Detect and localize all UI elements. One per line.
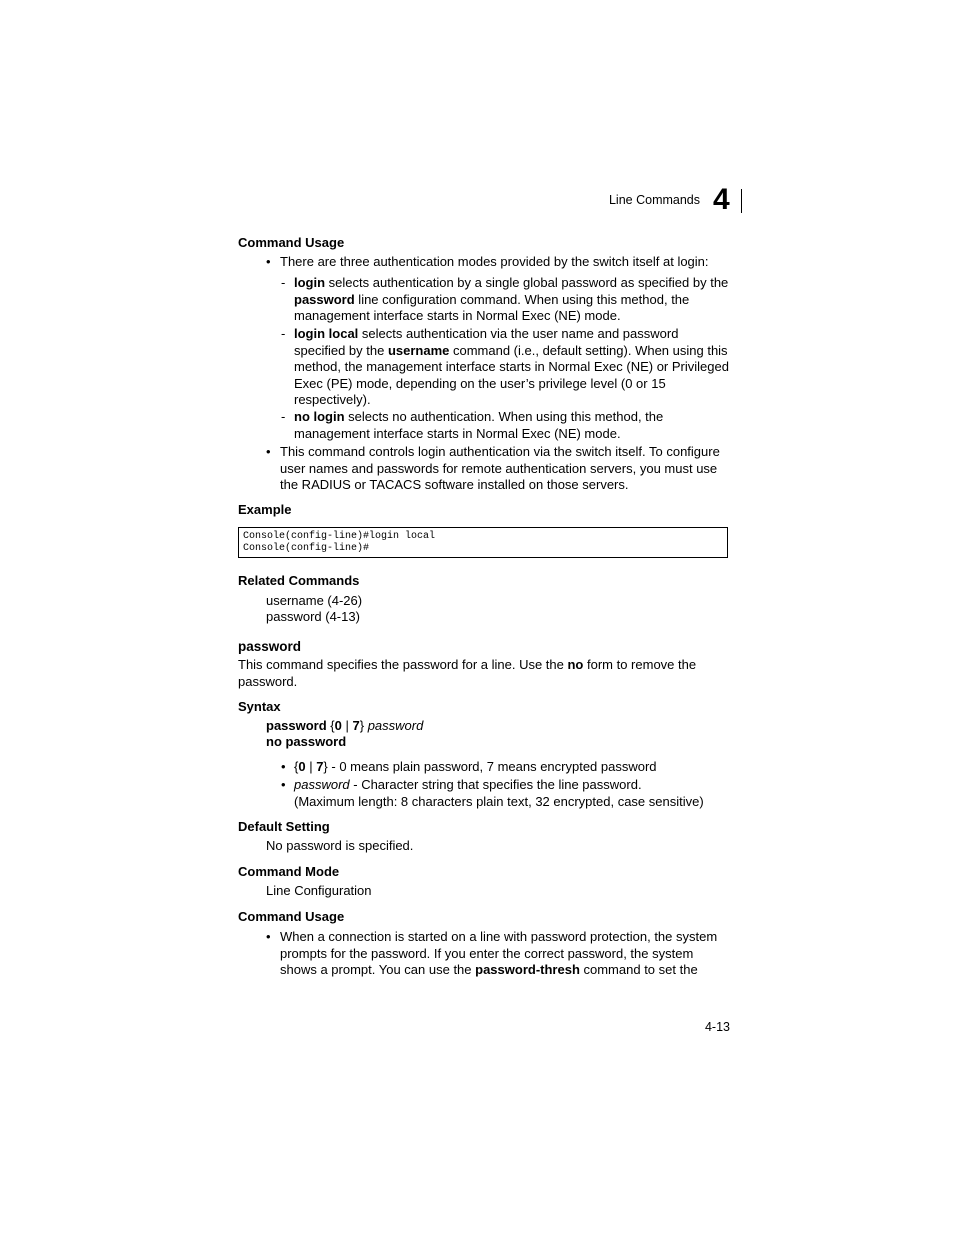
section-heading-syntax: Syntax [238,699,281,714]
section-heading-default-setting: Default Setting [238,819,330,834]
command-mode-text: Line Configuration [266,883,372,898]
keyword-login-local: login local [294,326,359,341]
related-command-username: username (4-26) [266,593,363,608]
section-heading-command-usage: Command Usage [238,235,345,250]
keyword-no: no [567,657,584,672]
page-number: 4-13 [704,1020,730,1034]
no-login-mode-description: no login selects no authentication. When using this method, the management interface starts in Normal Exec (NE) mode. [294,409,664,441]
parameter-description: {0 | 7} - 0 means plain password, 7 means encrypted password [294,759,657,774]
section-heading-example: Example [238,502,292,517]
section-heading-related-commands: Related Commands [238,573,360,588]
chapter-divider [741,189,742,213]
section-heading-command-usage: Command Usage [238,909,345,924]
command-title-password: password [238,639,302,654]
bullet-marker: • [281,759,286,774]
dash-marker: - [281,409,286,424]
bullet-text: There are three authentication modes provided by the switch itself at login: [280,254,709,269]
related-command-password: password (4-13) [266,609,360,624]
command-description: This command specifies the password for a line. Use the no form to remove the password. [238,657,697,689]
bullet-marker: • [266,254,271,269]
parameter-description: password - Character string that specifies the line password. (Maximum length: 8 characters plain text, 32 encrypted, case sensitive) [294,777,704,809]
keyword-password: password [294,291,355,307]
running-header: Line Commands [608,193,700,207]
keyword-password-thresh: password-thresh [475,962,580,977]
keyword-no-login: no login [294,409,345,424]
default-setting-text: No password is specified. [266,838,414,853]
code-line: Console(config-line)# [243,543,370,554]
section-heading-command-mode: Command Mode [238,864,340,879]
login-local-mode-description: login local selects authentication via the user name and password specified by the username command (i.e., default setting). When using this method, the management interface starts in Normal Exec (NE) or Privileged Exec (PE) mode, depending on the user’s privilege level (0 or 15 respectively). [294,326,729,407]
bullet-text: When a connection is started on a line with password protection, the system prompts for the password. If you enter the correct password, the system shows a prompt. You can use the password-thresh command to set the [280,929,718,977]
bullet-marker: • [266,444,271,459]
dash-marker: - [281,275,286,290]
code-example-box [238,527,728,558]
keyword-login: login [294,275,326,290]
bullet-text: This command controls login authentication via the switch itself. To configure user names and passwords for remote authentication servers, you must use the RADIUS or TACACS software installed on those servers. [280,444,720,492]
dash-marker: - [281,326,286,341]
login-mode-description: login selects authentication by a single global password as specified by the password line configuration command. When using this method, the management interface starts in Normal Exec (NE) mode. [294,275,729,323]
syntax-line: password {0 | 7} password [266,718,424,733]
chapter-number: 4 [713,183,730,216]
bullet-marker: • [266,929,271,944]
code-line: Console(config-line)#login local [243,531,436,542]
keyword-username: username [387,342,450,358]
syntax-no-form: no password [266,734,347,749]
bullet-marker: • [281,777,286,792]
